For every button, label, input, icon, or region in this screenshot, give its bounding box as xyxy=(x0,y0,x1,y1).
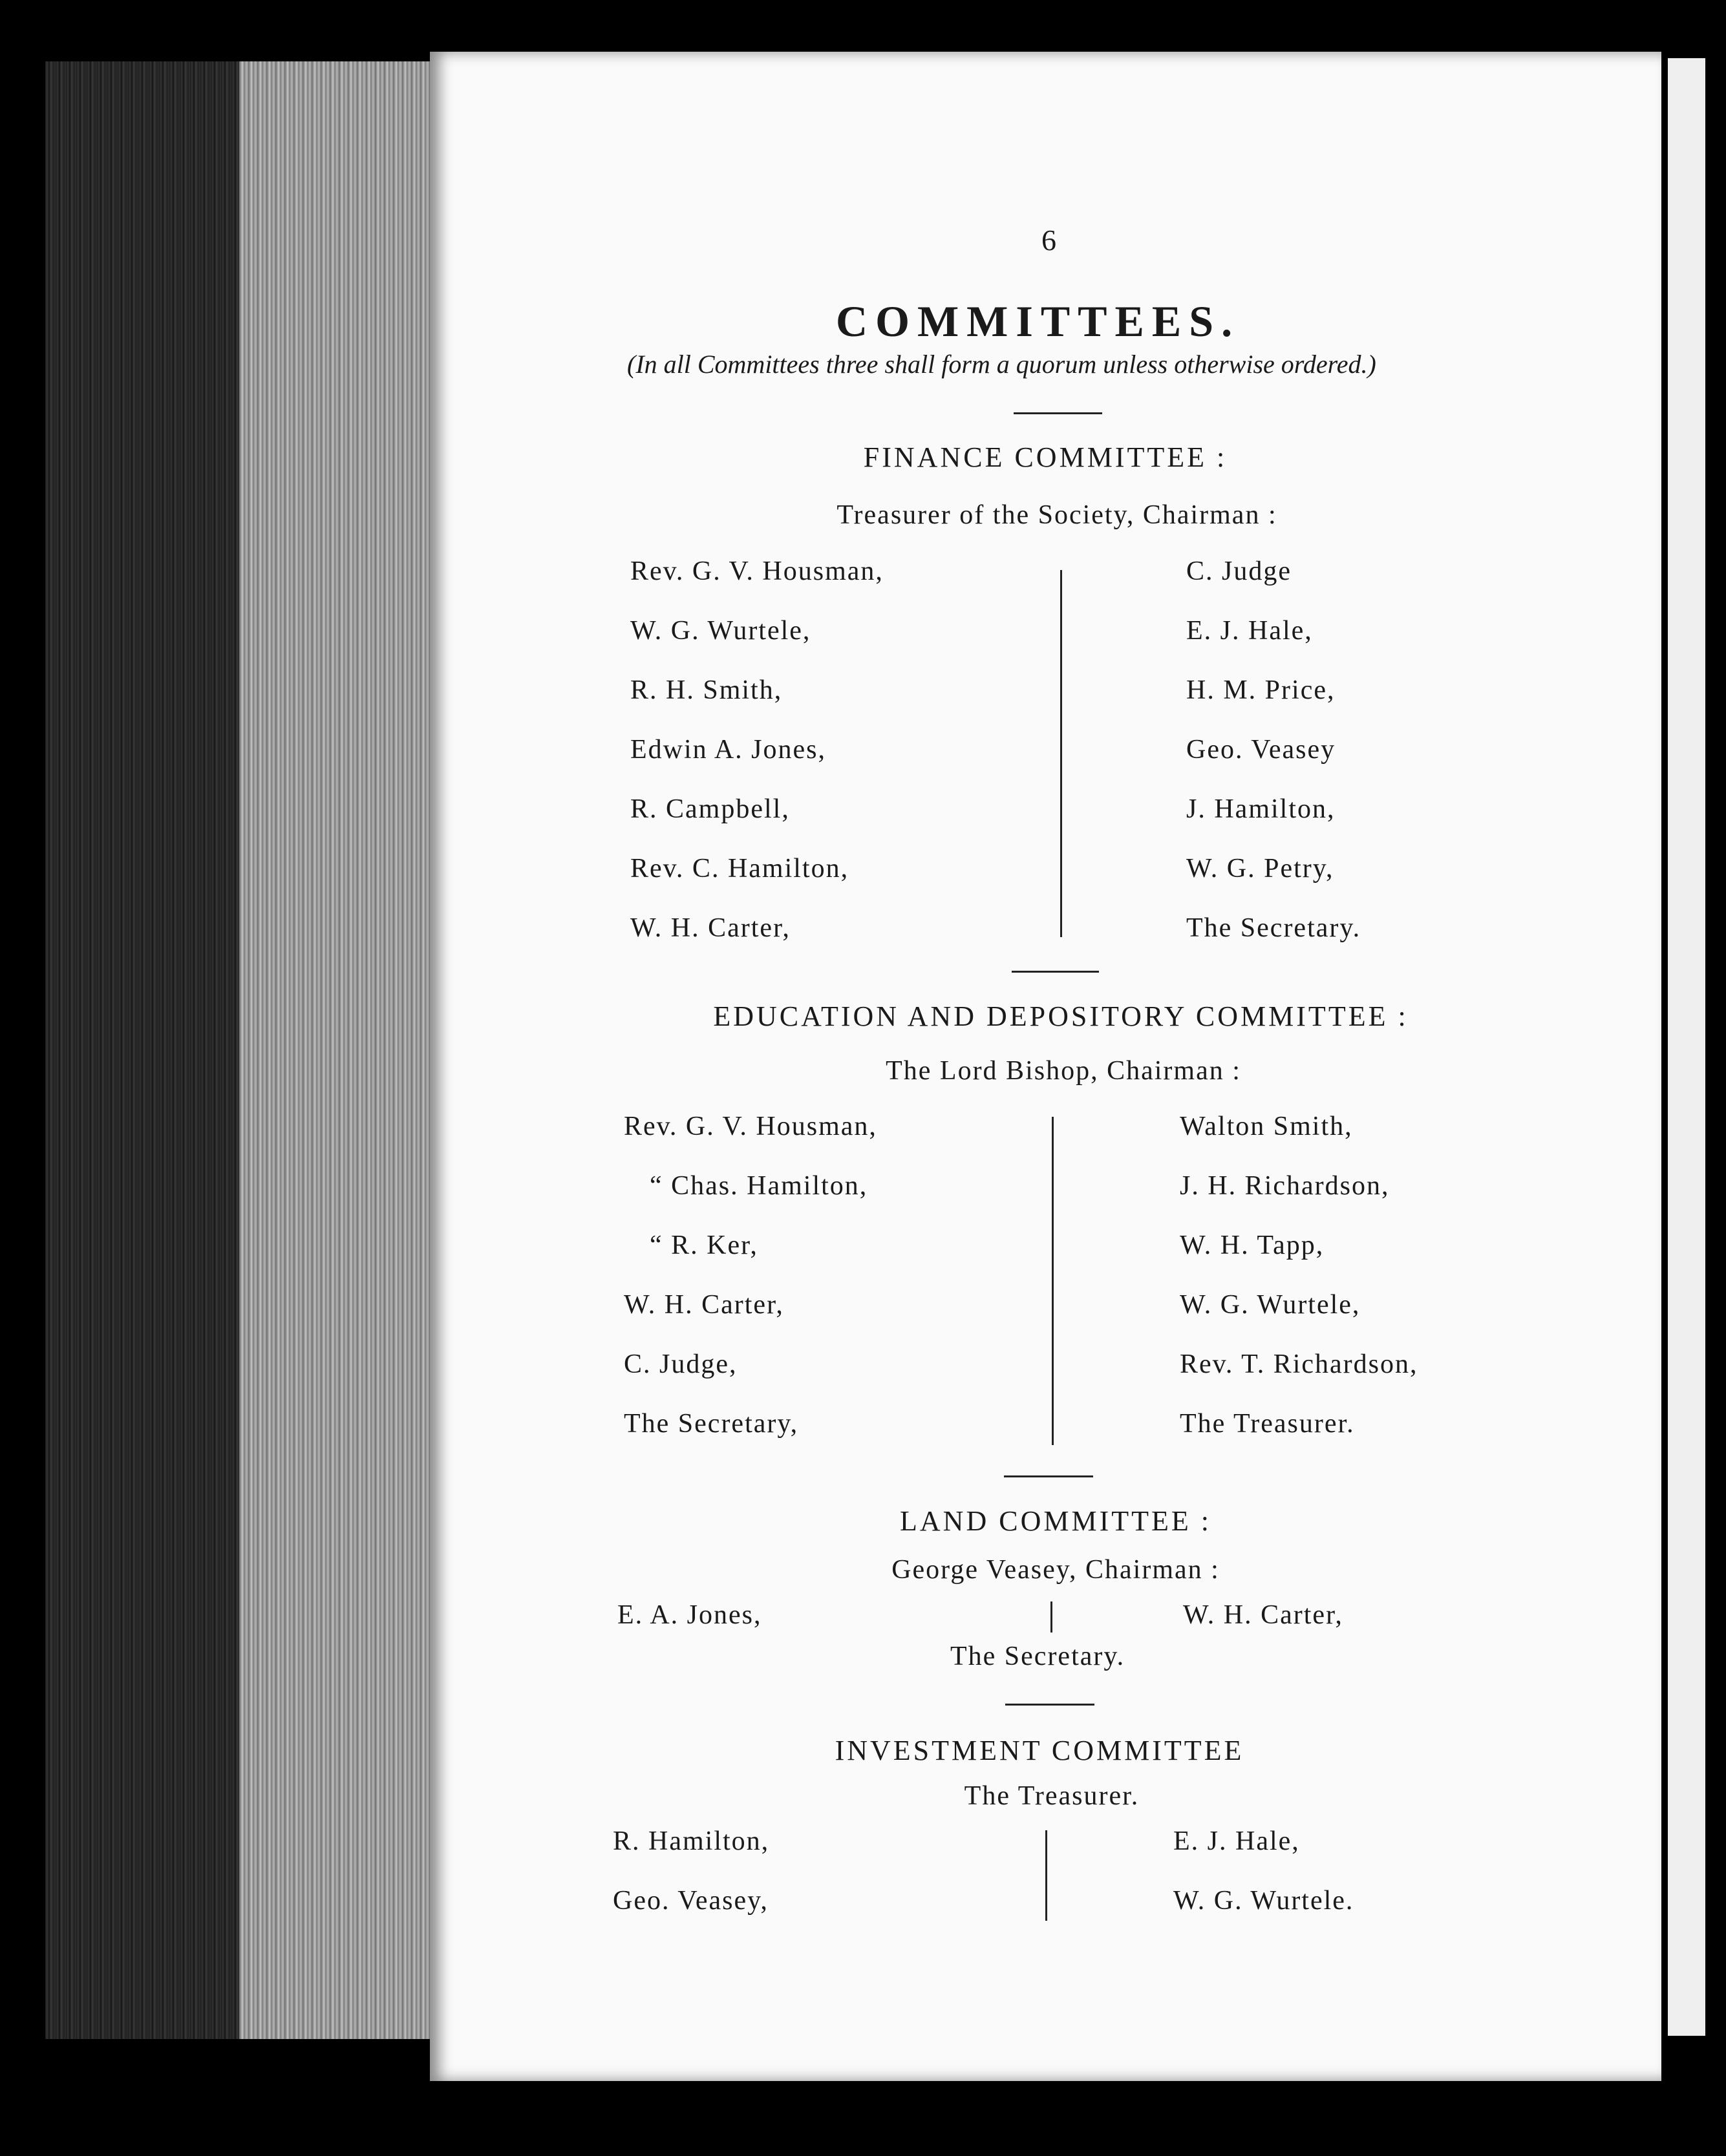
finance-member-right: E. J. Hale, xyxy=(1186,616,1313,646)
investment-committee-chair: The Treasurer. xyxy=(964,1781,1140,1811)
finance-member-right: W. G. Petry, xyxy=(1186,854,1334,883)
section-divider xyxy=(1012,971,1099,973)
education-member-right: W. G. Wurtele, xyxy=(1180,1290,1361,1320)
investment-member-right: W. G. Wurtele. xyxy=(1173,1886,1354,1916)
finance-member-left: W. G. Wurtele, xyxy=(630,616,811,646)
education-member-right: Walton Smith, xyxy=(1180,1112,1353,1141)
finance-member-right: J. Hamilton, xyxy=(1186,794,1336,824)
section-divider xyxy=(1014,412,1102,414)
education-member-left: W. H. Carter, xyxy=(624,1290,784,1320)
column-divider xyxy=(1060,570,1062,937)
education-member-right: Rev. T. Richardson, xyxy=(1180,1349,1418,1379)
page-number: 6 xyxy=(1041,224,1056,257)
finance-committee-heading: FINANCE COMMITTEE : xyxy=(863,441,1228,473)
education-member-left: “ R. Ker, xyxy=(650,1231,758,1260)
education-member-left: C. Judge, xyxy=(624,1349,738,1379)
finance-member-left: Rev. C. Hamilton, xyxy=(630,854,849,883)
section-divider xyxy=(1005,1704,1094,1706)
investment-member-right: E. J. Hale, xyxy=(1173,1826,1300,1856)
finance-member-right: C. Judge xyxy=(1186,556,1292,586)
finance-member-left: R. Campbell, xyxy=(630,794,790,824)
education-member-right: J. H. Richardson, xyxy=(1180,1171,1390,1201)
land-committee-chair: George Veasey, Chairman : xyxy=(891,1555,1220,1585)
investment-member-left: Geo. Veasey, xyxy=(613,1886,769,1916)
finance-member-right: Geo. Veasey xyxy=(1186,735,1336,765)
book-page-edges-light xyxy=(239,61,433,2039)
education-committee-chair: The Lord Bishop, Chairman : xyxy=(886,1056,1241,1086)
education-member-right: The Treasurer. xyxy=(1180,1409,1355,1439)
finance-member-left: Edwin A. Jones, xyxy=(630,735,826,765)
investment-member-left: R. Hamilton, xyxy=(613,1826,770,1856)
column-divider xyxy=(1045,1830,1047,1921)
quorum-note: (In all Committees three shall form a quorum unless otherwise ordered.) xyxy=(627,350,1376,379)
next-page-sliver xyxy=(1668,58,1705,2036)
column-divider xyxy=(1052,1117,1054,1445)
land-member-right: W. H. Carter, xyxy=(1183,1600,1343,1630)
investment-committee-heading: INVESTMENT COMMITTEE xyxy=(835,1735,1244,1766)
finance-committee-chair: Treasurer of the Society, Chairman : xyxy=(836,500,1277,530)
education-committee-heading: EDUCATION AND DEPOSITORY COMMITTEE : xyxy=(713,1000,1409,1032)
finance-member-left: W. H. Carter, xyxy=(630,913,791,943)
education-member-right: W. H. Tapp, xyxy=(1180,1231,1325,1260)
finance-member-right: H. M. Price, xyxy=(1186,675,1336,705)
page-title: COMMITTEES. xyxy=(836,297,1241,346)
education-member-left: “ Chas. Hamilton, xyxy=(650,1171,868,1201)
finance-member-left: R. H. Smith, xyxy=(630,675,783,705)
land-member-center: The Secretary. xyxy=(950,1642,1125,1671)
column-divider xyxy=(1050,1601,1052,1633)
finance-member-right: The Secretary. xyxy=(1186,913,1361,943)
education-member-left: Rev. G. V. Housman, xyxy=(624,1112,877,1141)
finance-member-left: Rev. G. V. Housman, xyxy=(630,556,884,586)
education-member-left: The Secretary, xyxy=(624,1409,799,1439)
land-committee-heading: LAND COMMITTEE : xyxy=(900,1505,1211,1537)
land-member-left: E. A. Jones, xyxy=(617,1600,762,1630)
section-divider xyxy=(1004,1475,1093,1477)
